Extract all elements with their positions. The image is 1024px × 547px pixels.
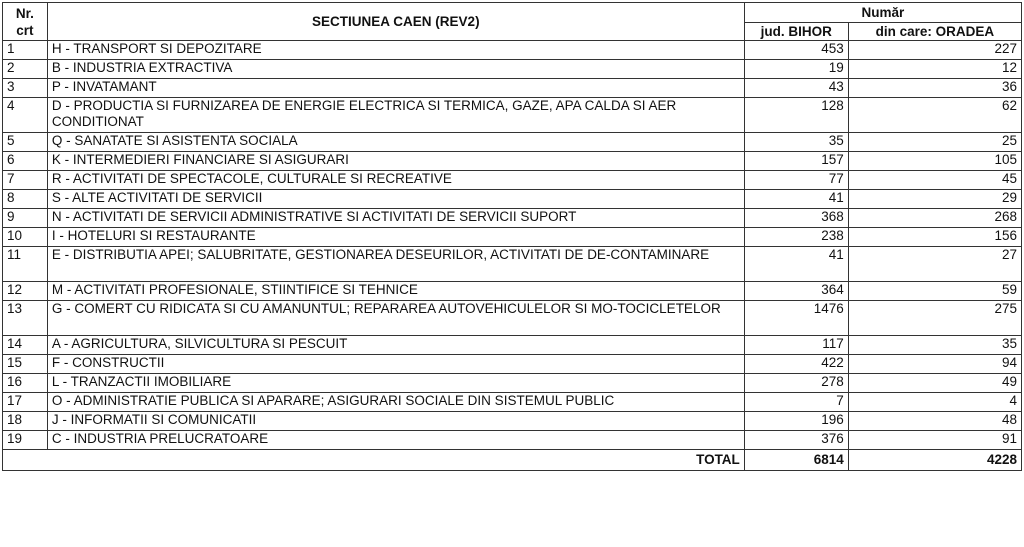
table-row	[3, 412, 1022, 431]
row-number: 12	[3, 282, 48, 301]
row-number: 18	[3, 412, 48, 431]
table-row	[3, 152, 1022, 171]
row-oradea: 12	[848, 60, 1021, 79]
row-oradea: 36	[848, 79, 1021, 98]
row-section: S - ALTE ACTIVITATI DE SERVICII	[47, 190, 744, 209]
row-jud-bihor: 364	[744, 282, 848, 301]
row-number: 1	[3, 41, 48, 60]
row-jud-bihor: 422	[744, 355, 848, 374]
row-section: Q - SANATATE SI ASISTENTA SOCIALA	[47, 133, 744, 152]
row-number: 10	[3, 228, 48, 247]
row-section: K - INTERMEDIERI FINANCIARE SI ASIGURARI	[47, 152, 744, 171]
row-number: 15	[3, 355, 48, 374]
row-jud-bihor: 117	[744, 336, 848, 355]
header-oradea: din care: ORADEA	[848, 23, 1021, 41]
table-row	[3, 247, 1022, 282]
row-oradea: 275	[848, 301, 1021, 336]
row-number: 2	[3, 60, 48, 79]
row-section: F - CONSTRUCTII	[47, 355, 744, 374]
row-number: 9	[3, 209, 48, 228]
table-row	[3, 355, 1022, 374]
table-row	[3, 98, 1022, 133]
header-nr-line2: crt	[16, 22, 34, 38]
table-row	[3, 228, 1022, 247]
row-jud-bihor: 278	[744, 374, 848, 393]
row-oradea: 4	[848, 393, 1021, 412]
row-jud-bihor: 41	[744, 247, 848, 282]
row-section: N - ACTIVITATI DE SERVICII ADMINISTRATIVE SI ACTIVITATI DE SERVICII SUPORT	[47, 209, 744, 228]
row-oradea: 29	[848, 190, 1021, 209]
table-body	[3, 41, 1022, 450]
row-number: 7	[3, 171, 48, 190]
row-oradea: 49	[848, 374, 1021, 393]
row-oradea: 268	[848, 209, 1021, 228]
row-number: 6	[3, 152, 48, 171]
row-oradea: 94	[848, 355, 1021, 374]
row-section: I - HOTELURI SI RESTAURANTE	[47, 228, 744, 247]
row-section: L - TRANZACTII IMOBILIARE	[47, 374, 744, 393]
row-section: D - PRODUCTIA SI FURNIZAREA DE ENERGIE ELECTRICA SI TERMICA, GAZE, APA CALDA SI AER CONDITIONAT	[47, 98, 744, 133]
table-row	[3, 171, 1022, 190]
row-jud-bihor: 1476	[744, 301, 848, 336]
row-section: P - INVATAMANT	[47, 79, 744, 98]
table-row	[3, 190, 1022, 209]
row-number: 5	[3, 133, 48, 152]
row-jud-bihor: 19	[744, 60, 848, 79]
row-number: 14	[3, 336, 48, 355]
row-section: A - AGRICULTURA, SILVICULTURA SI PESCUIT	[47, 336, 744, 355]
row-section: B - INDUSTRIA EXTRACTIVA	[47, 60, 744, 79]
total-jud: 6814	[744, 450, 848, 471]
row-section: E - DISTRIBUTIA APEI; SALUBRITATE, GESTIONAREA DESEURILOR, ACTIVITATI DE DE-CONTAMINARE	[47, 247, 744, 282]
table-row	[3, 282, 1022, 301]
row-jud-bihor: 376	[744, 431, 848, 450]
row-oradea: 62	[848, 98, 1021, 133]
table-row	[3, 209, 1022, 228]
row-jud-bihor: 43	[744, 79, 848, 98]
table-row	[3, 336, 1022, 355]
row-section: G - COMERT CU RIDICATA SI CU AMANUNTUL; REPARAREA AUTOVEHICULELOR SI MO-TOCICLETELOR	[47, 301, 744, 336]
row-jud-bihor: 77	[744, 171, 848, 190]
row-jud-bihor: 7	[744, 393, 848, 412]
row-number: 17	[3, 393, 48, 412]
header-nr-crt	[3, 3, 48, 41]
total-row	[3, 450, 1022, 471]
row-oradea: 35	[848, 336, 1021, 355]
table-row	[3, 301, 1022, 336]
row-number: 3	[3, 79, 48, 98]
header-section: SECTIUNEA CAEN (REV2)	[47, 3, 744, 41]
table-row	[3, 41, 1022, 60]
row-section: M - ACTIVITATI PROFESIONALE, STIINTIFICE SI TEHNICE	[47, 282, 744, 301]
row-oradea: 45	[848, 171, 1021, 190]
row-jud-bihor: 238	[744, 228, 848, 247]
table-row	[3, 393, 1022, 412]
row-oradea: 227	[848, 41, 1021, 60]
row-oradea: 25	[848, 133, 1021, 152]
total-label: TOTAL	[3, 450, 745, 471]
row-section: R - ACTIVITATI DE SPECTACOLE, CULTURALE SI RECREATIVE	[47, 171, 744, 190]
row-number: 16	[3, 374, 48, 393]
row-jud-bihor: 196	[744, 412, 848, 431]
row-number: 13	[3, 301, 48, 336]
row-jud-bihor: 41	[744, 190, 848, 209]
row-number: 8	[3, 190, 48, 209]
row-jud-bihor: 35	[744, 133, 848, 152]
row-jud-bihor: 453	[744, 41, 848, 60]
header-nr-line1: Nr.	[15, 5, 34, 21]
row-section: H - TRANSPORT SI DEPOZITARE	[47, 41, 744, 60]
header-numar: Număr	[744, 3, 1021, 23]
row-jud-bihor: 368	[744, 209, 848, 228]
row-jud-bihor: 128	[744, 98, 848, 133]
row-number: 19	[3, 431, 48, 450]
table-row	[3, 133, 1022, 152]
table-row	[3, 60, 1022, 79]
table-row	[3, 374, 1022, 393]
row-jud-bihor: 157	[744, 152, 848, 171]
table-row	[3, 79, 1022, 98]
row-section: J - INFORMATII SI COMUNICATII	[47, 412, 744, 431]
row-section: O - ADMINISTRATIE PUBLICA SI APARARE; ASIGURARI SOCIALE DIN SISTEMUL PUBLIC	[47, 393, 744, 412]
row-oradea: 59	[848, 282, 1021, 301]
caen-table	[2, 2, 1022, 471]
row-oradea: 27	[848, 247, 1021, 282]
table-row	[3, 431, 1022, 450]
row-oradea: 105	[848, 152, 1021, 171]
row-oradea: 91	[848, 431, 1021, 450]
row-number: 11	[3, 247, 48, 282]
row-oradea: 48	[848, 412, 1021, 431]
row-number: 4	[3, 98, 48, 133]
total-oradea: 4228	[848, 450, 1021, 471]
row-oradea: 156	[848, 228, 1021, 247]
row-section: C - INDUSTRIA PRELUCRATOARE	[47, 431, 744, 450]
header-jud-bihor: jud. BIHOR	[744, 23, 848, 41]
